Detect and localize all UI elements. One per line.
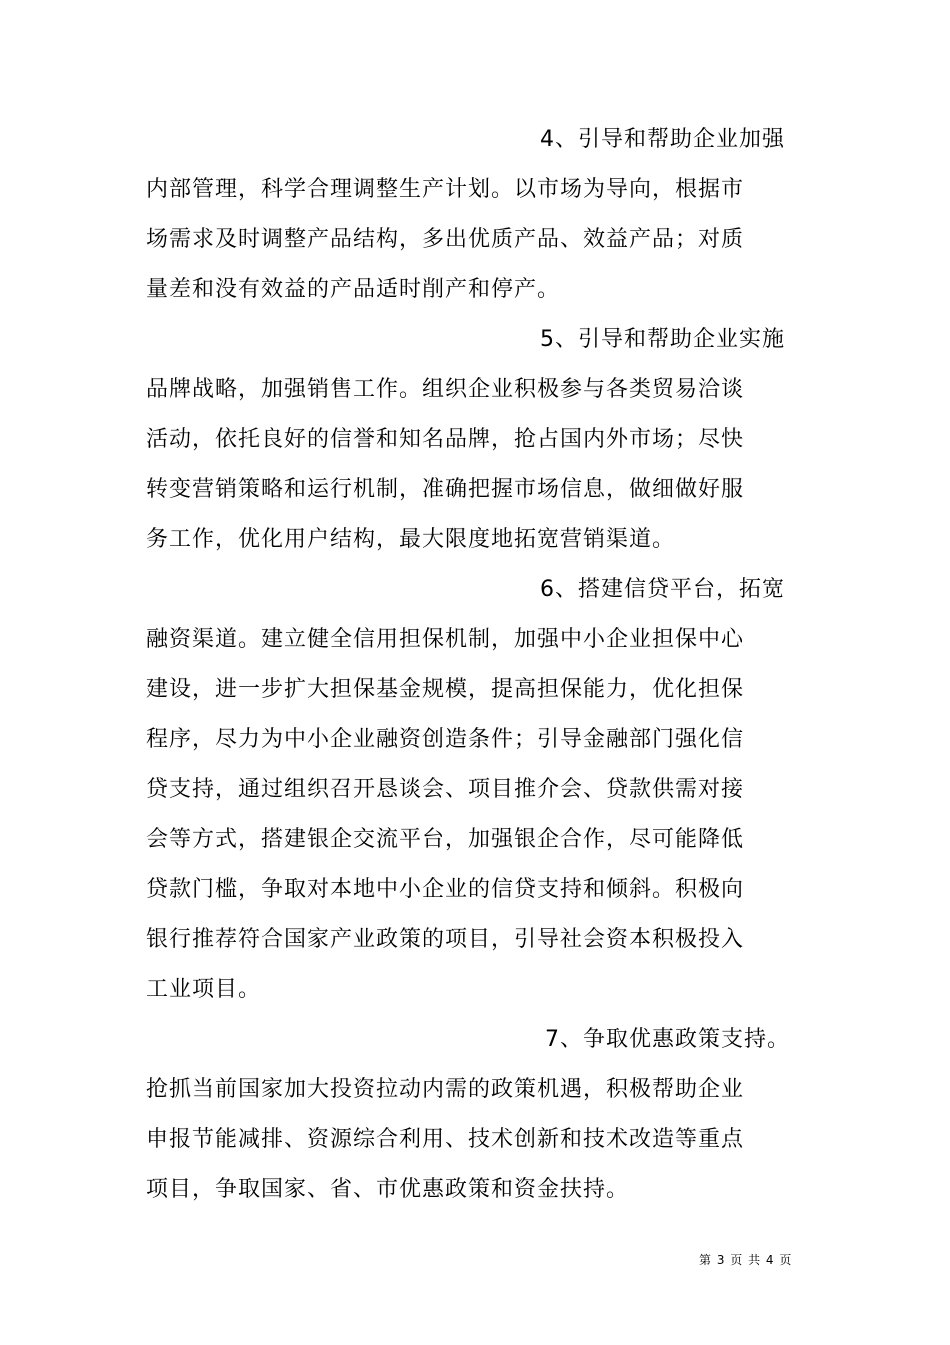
page-number-footer: 第 3 页 共 4 页: [699, 1253, 793, 1267]
section-7-heading: 7、争取优惠政策支持。: [545, 1027, 790, 1052]
section-6-line-1: 融资渠道。建立健全信用担保机制，加强中小企业担保中心: [146, 627, 745, 652]
section-4-line-1: 内部管理，科学合理调整生产计划。以市场为导向，根据市: [146, 177, 745, 202]
section-5-heading: 5、引导和帮助企业实施: [540, 327, 785, 352]
section-6-line-2: 建设，进一步扩大担保基金规模，提高担保能力，优化担保: [146, 677, 745, 702]
section-5-line-4: 务工作，优化用户结构，最大限度地拓宽营销渠道。: [146, 527, 676, 552]
section-7-line-3: 项目，争取国家、省、市优惠政策和资金扶持。: [146, 1177, 630, 1202]
section-6-line-6: 贷款门槛，争取对本地中小企业的信贷支持和倾斜。积极向: [146, 877, 745, 902]
section-4-line-2: 场需求及时调整产品结构，多出优质产品、效益产品；对质: [146, 227, 745, 252]
section-6-line-8: 工业项目。: [146, 977, 262, 1002]
section-7-line-1: 抢抓当前国家加大投资拉动内需的政策机遇，积极帮助企业: [146, 1077, 745, 1102]
section-7-line-2: 申报节能减排、资源综合利用、技术创新和技术改造等重点: [146, 1127, 745, 1152]
section-5-line-1: 品牌战略，加强销售工作。组织企业积极参与各类贸易洽谈: [146, 377, 745, 402]
section-5-line-3: 转变营销策略和运行机制，准确把握市场信息，做细做好服: [146, 477, 745, 502]
section-4-heading: 4、引导和帮助企业加强: [540, 127, 785, 152]
section-6-line-5: 会等方式，搭建银企交流平台，加强银企合作，尽可能降低: [146, 827, 745, 852]
section-5-line-2: 活动，依托良好的信誉和知名品牌，抢占国内外市场；尽快: [146, 427, 745, 452]
section-6-line-7: 银行推荐符合国家产业政策的项目，引导社会资本积极投入: [146, 927, 745, 952]
section-4-line-3: 量差和没有效益的产品适时削产和停产。: [146, 277, 561, 302]
section-6-line-3: 程序，尽力为中小企业融资创造条件；引导金融部门强化信: [146, 727, 745, 752]
section-6-heading: 6、搭建信贷平台，拓宽: [540, 577, 785, 602]
section-6-line-4: 贷支持，通过组织召开恳谈会、项目推介会、贷款供需对接: [146, 777, 745, 802]
